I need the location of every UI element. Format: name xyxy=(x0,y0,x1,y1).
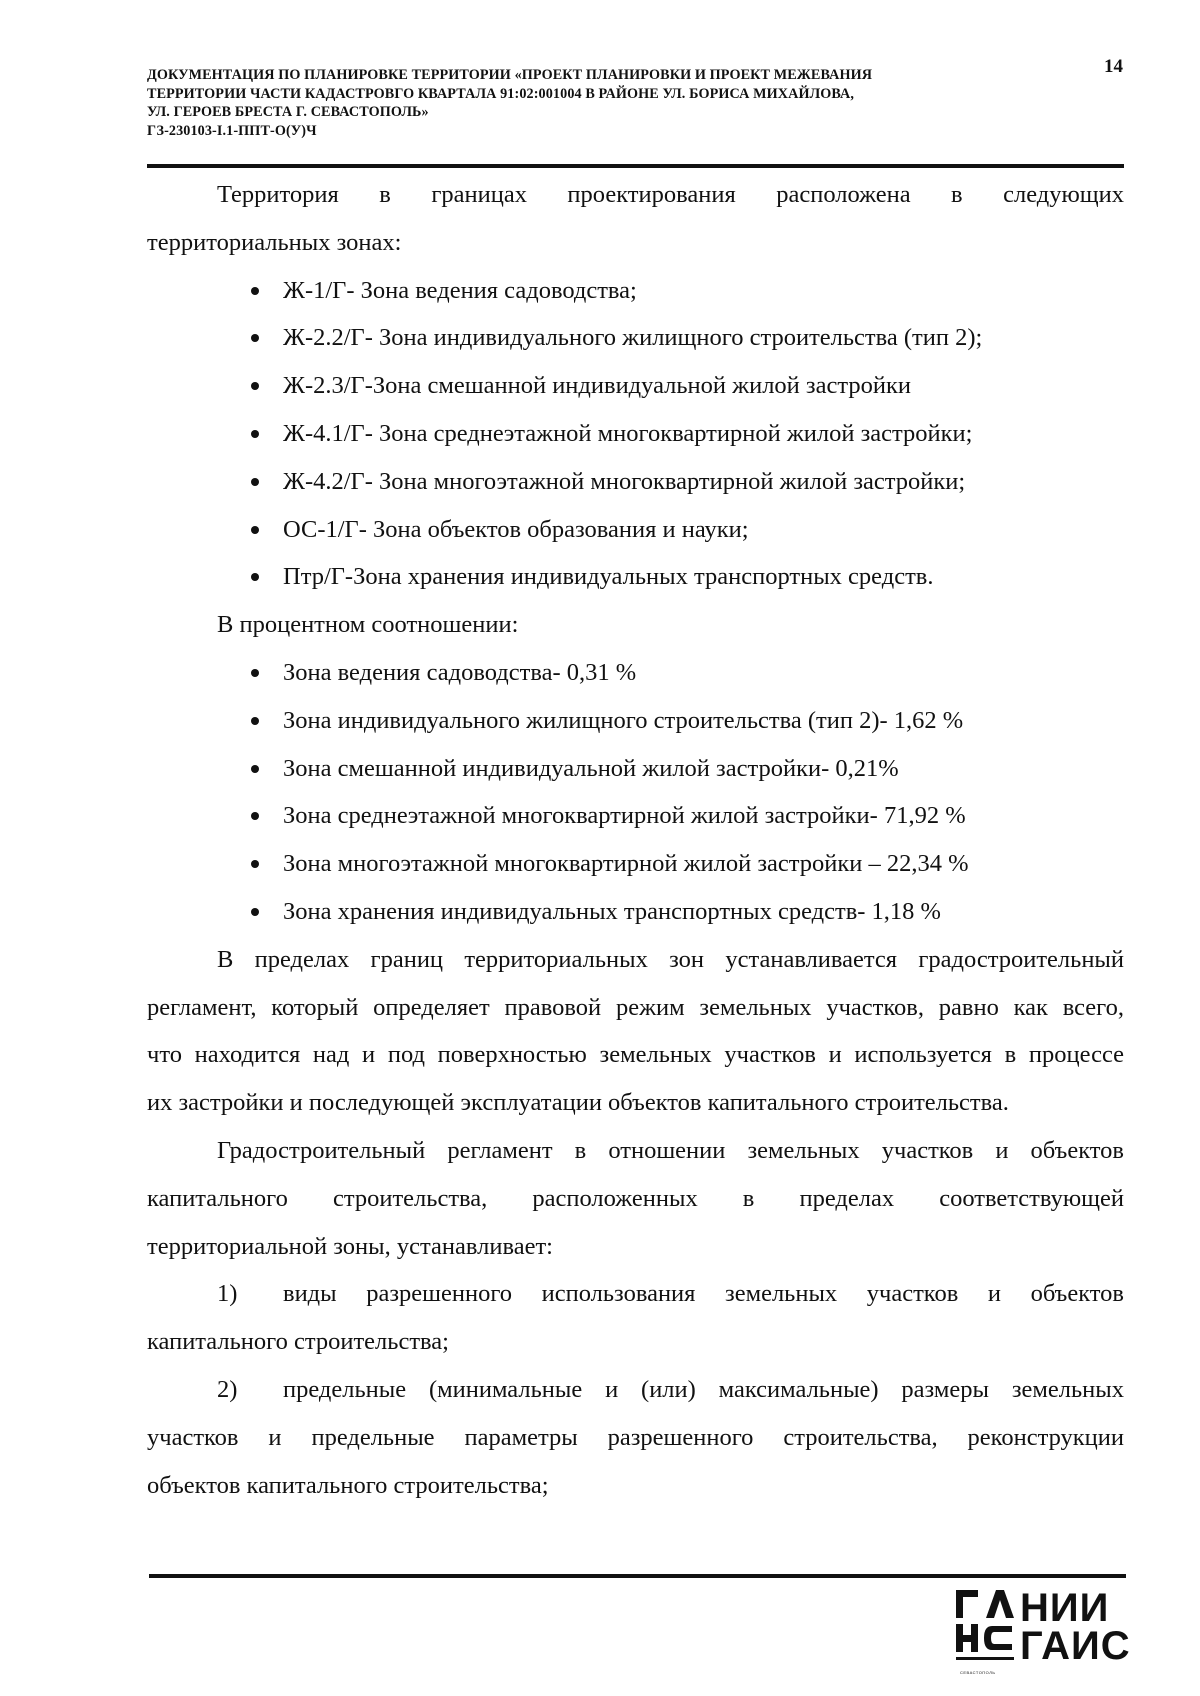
footer-rule xyxy=(149,1574,1126,1578)
page-number: 14 xyxy=(1104,56,1123,77)
logo-line-2: ГАИС xyxy=(1020,1624,1131,1668)
list-item: Зона среднеэтажной многоквартирной жилой застройки- 71,92 % xyxy=(147,792,1124,840)
paragraph-line: капитального строительства, расположенных в пределах соответствующей xyxy=(147,1184,1124,1212)
item-number: 2) xyxy=(217,1375,238,1403)
paragraph-line: В пределах границ территориальных зон устанавливается градостроительный xyxy=(217,945,1124,973)
header-line-2: ТЕРРИТОРИИ ЧАСТИ КАДАСТРОВГО КВАРТАЛА 91:02:001004 В РАЙОНЕ УЛ. БОРИСА МИХАЙЛОВА, xyxy=(147,85,855,102)
paragraph-line: их застройки и последующей эксплуатации объектов капитального строительства. xyxy=(147,1089,1009,1117)
list-item: Зона многоэтажной многоквартирной жилой застройки – 22,34 % xyxy=(147,840,1124,888)
paragraph-line: объектов капитального строительства; xyxy=(147,1471,549,1499)
list-item: ОС-1/Г- Зона объектов образования и науки; xyxy=(147,506,1124,554)
document-body xyxy=(147,171,1124,1509)
paragraph-line: участков и предельные параметры разрешенного строительства, реконструкции xyxy=(147,1423,1124,1451)
header-rule xyxy=(147,164,1124,168)
page-header xyxy=(147,66,1077,140)
list-item: Ж-2.2/Г- Зона индивидуального жилищного строительства (тип 2); xyxy=(147,314,1124,362)
item-text: виды разрешенного использования земельных участков и объектов xyxy=(283,1280,1124,1308)
logo-caption: СЕВАСТОПОЛЬ xyxy=(960,1670,996,1675)
numbered-item-first-line xyxy=(147,1270,1124,1318)
list-item: Ж-4.2/Г- Зона многоэтажной многоквартирной жилой застройки; xyxy=(147,458,1124,506)
intro-line-2: территориальных зонах: xyxy=(147,228,402,256)
numbered-item-1 xyxy=(147,1270,1124,1366)
gais-monogram-icon xyxy=(956,1590,1014,1662)
list-item: Ж-1/Г- Зона ведения садоводства; xyxy=(147,267,1124,315)
list-item: Зона хранения индивидуальных транспортных средств- 1,18 % xyxy=(147,888,1124,936)
paragraph-line: регламент, который определяет правовой режим земельных участков, равно как всего, xyxy=(147,993,1124,1021)
numbered-item-first-line xyxy=(147,1366,1124,1414)
item-number: 1) xyxy=(217,1280,238,1308)
paragraph-establishes xyxy=(147,1127,1124,1270)
paragraph-line: капитального строительства; xyxy=(147,1328,449,1356)
list-item: Птр/Г-Зона хранения индивидуальных транспортных средств. xyxy=(147,553,1124,601)
paragraph-line: что находится над и под поверхностью земельных участков и используется в процессе xyxy=(147,1041,1124,1069)
paragraph-line: территориальной зоны, устанавливает: xyxy=(147,1232,553,1260)
zone-list xyxy=(147,267,1124,602)
paragraph-regulation xyxy=(147,936,1124,1127)
header-line-3: УЛ. ГЕРОЕВ БРЕСТА Г. СЕВАСТОПОЛЬ» xyxy=(147,104,429,120)
list-item: Зона индивидуального жилищного строительства (тип 2)- 1,62 % xyxy=(147,697,1124,745)
list-item: Зона ведения садоводства- 0,31 % xyxy=(147,649,1124,697)
list-item: Ж-4.1/Г- Зона среднеэтажной многоквартирной жилой застройки; xyxy=(147,410,1124,458)
list-item: Зона смешанной индивидуальной жилой застройки- 0,21% xyxy=(147,745,1124,793)
header-line-1: ДОКУМЕНТАЦИЯ ПО ПЛАНИРОВКЕ ТЕРРИТОРИИ «ПРОЕКТ ПЛАНИРОВКИ И ПРОЕКТ МЕЖЕВАНИЯ xyxy=(147,67,873,83)
percentage-list xyxy=(147,649,1124,936)
list-item: Ж-2.3/Г-Зона смешанной индивидуальной жилой застройки xyxy=(147,362,1124,410)
paragraph-line: Градостроительный регламент в отношении земельных участков и объектов xyxy=(217,1136,1124,1164)
logo-line-1: НИИ xyxy=(1020,1586,1110,1630)
intro-line-1: Территория в границах проектирования расположена в следующих xyxy=(217,181,1124,208)
item-text: предельные (минимальные и (или) максимальные) размеры земельных xyxy=(283,1375,1124,1403)
percent-heading: В процентном соотношении: xyxy=(217,611,519,639)
numbered-item-2 xyxy=(147,1366,1124,1509)
header-line-4: ГЗ-230103-I.1-ППТ-О(У)Ч xyxy=(147,122,317,139)
